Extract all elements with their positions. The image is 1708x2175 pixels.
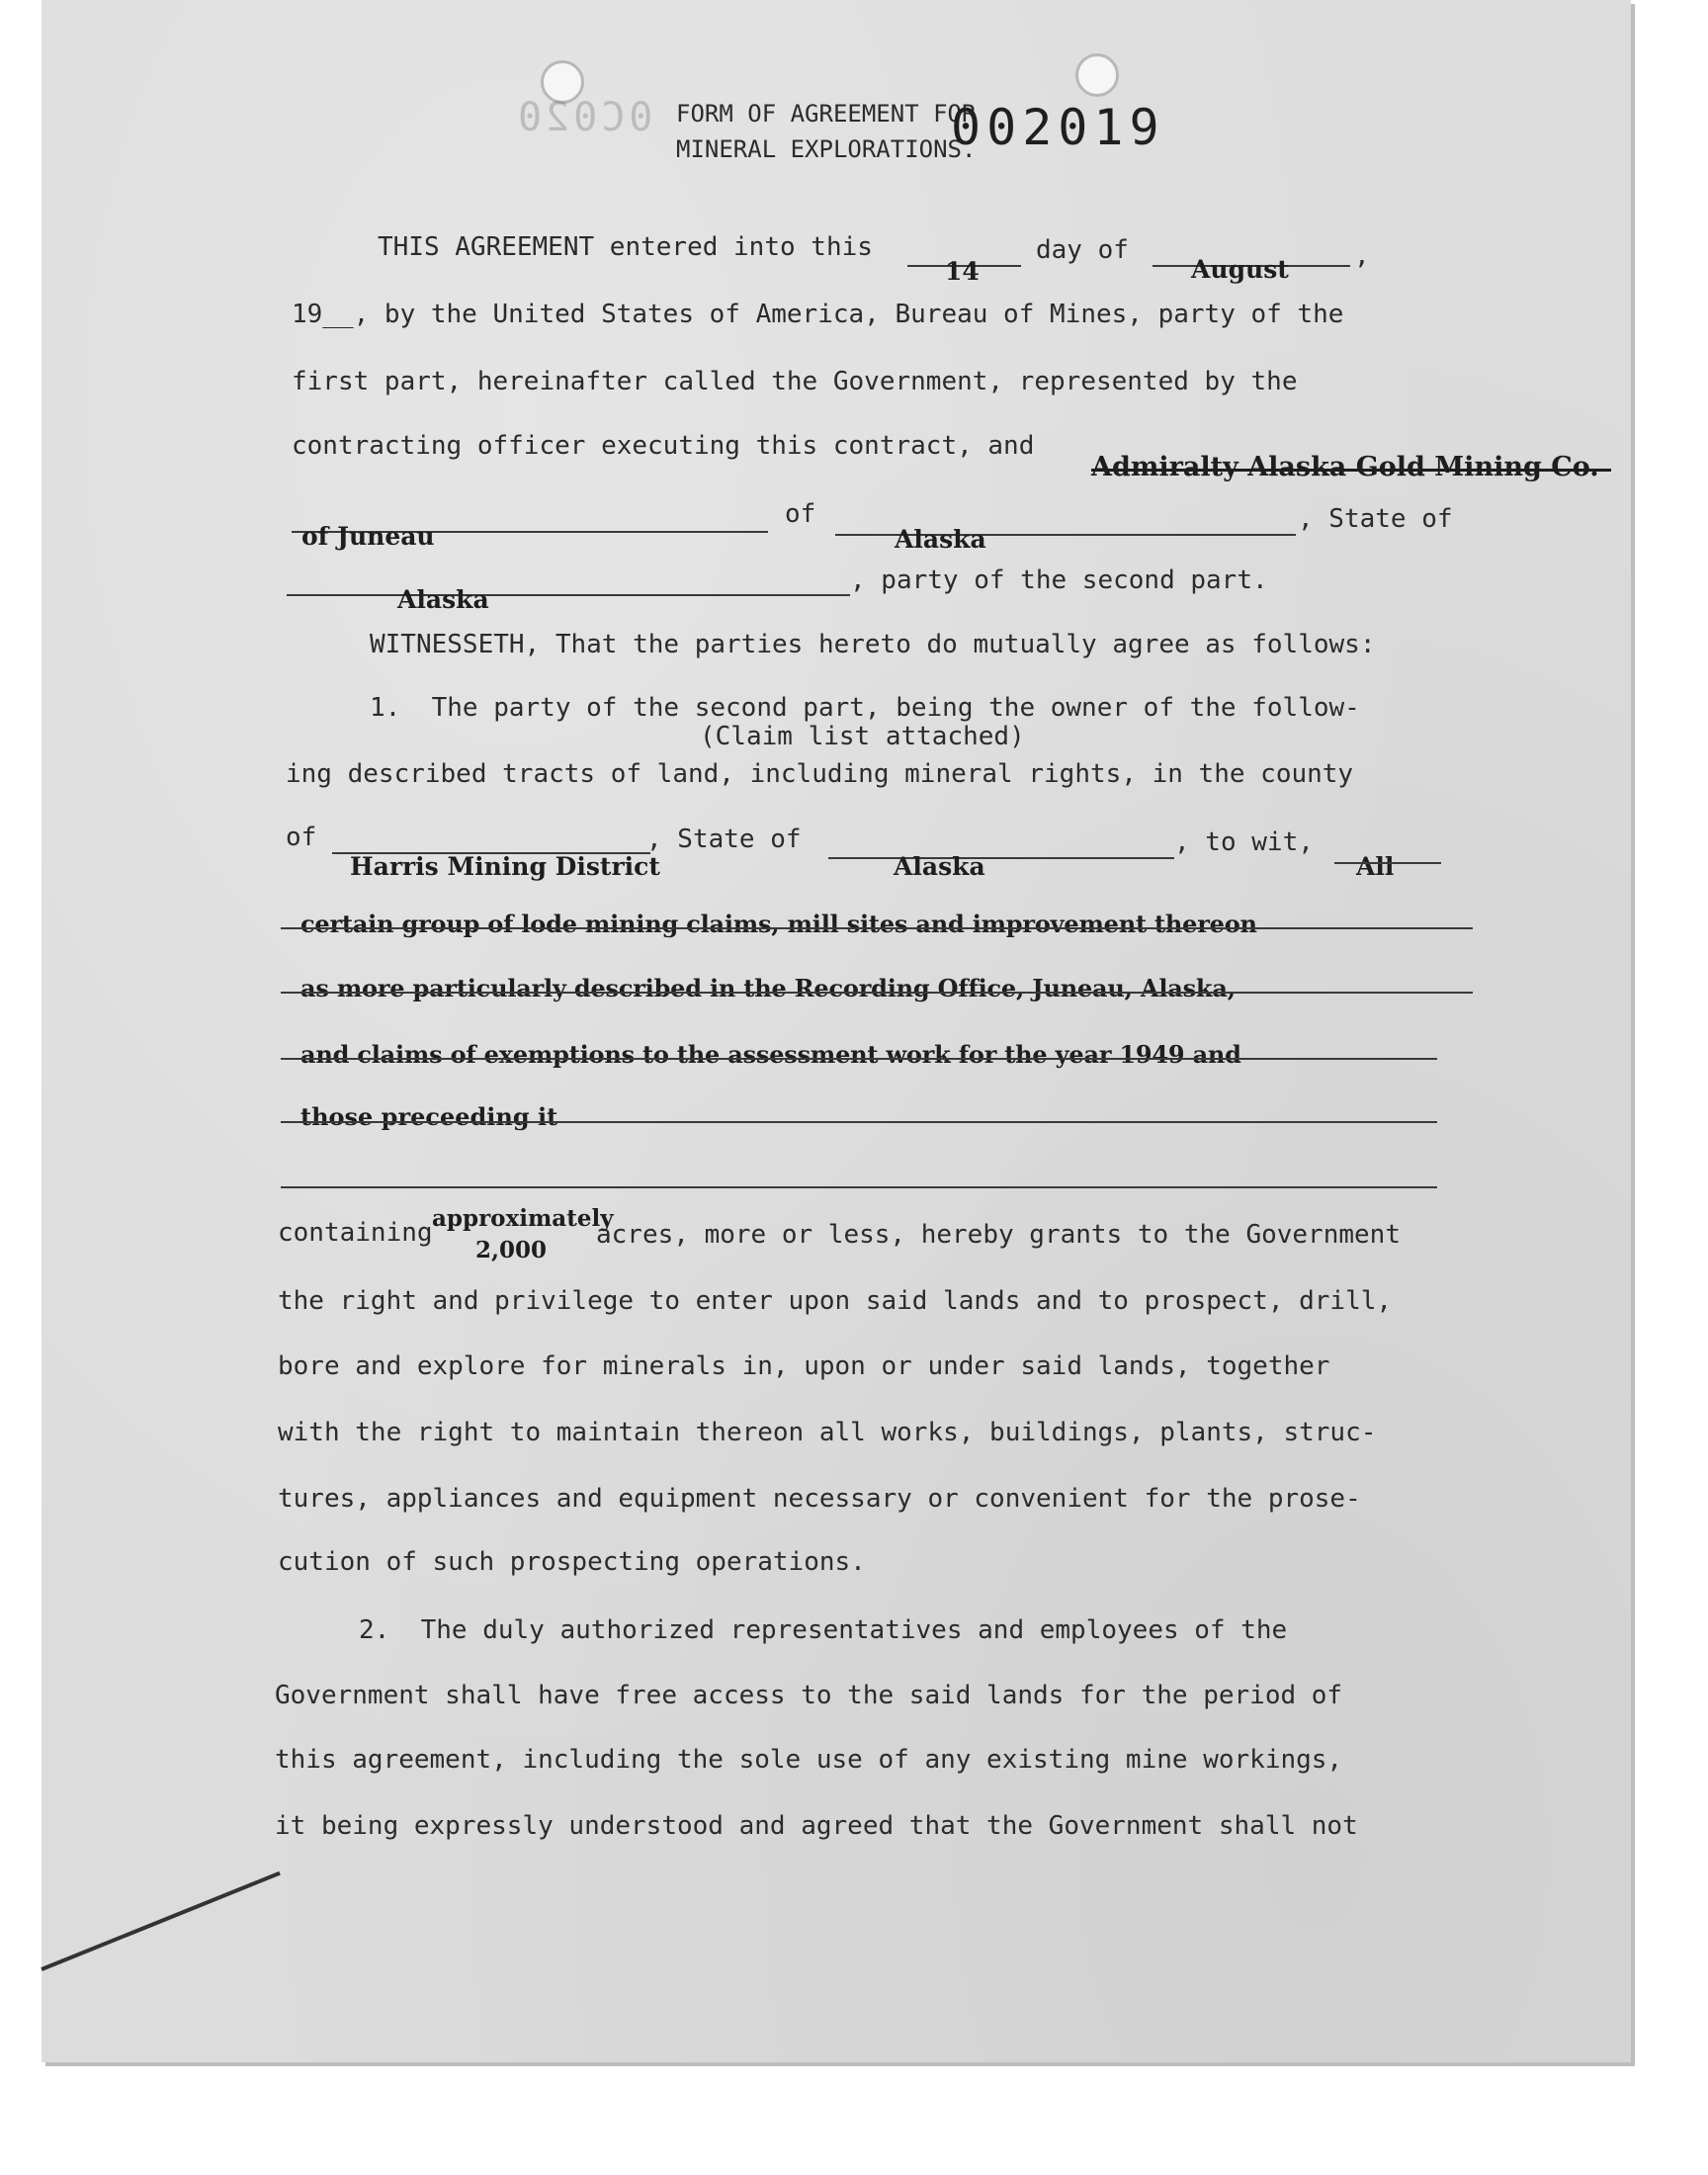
punch-hole-right [1075, 53, 1119, 97]
intro-line1-b: day of [1036, 235, 1129, 265]
acres-number: 2,000 [475, 1237, 548, 1263]
state2-value: Alaska [894, 852, 985, 881]
state-value: Alaska [397, 585, 489, 614]
section1-para-line4: bore and explore for minerals in, upon or under said lands, together [278, 1351, 1330, 1381]
section1-para-line5: with the right to maintain thereon all works, buildings, plants, struc- [278, 1418, 1377, 1447]
intro-line2: 19__, by the United States of America, Bureau of Mines, party of the [292, 300, 1344, 329]
section1-line2: ing described tracts of land, including mineral rights, in the county [286, 759, 1354, 789]
section1-para-line7: cution of such prospecting operations. [278, 1547, 866, 1577]
description-line1: certain group of lode mining claims, mill sites and improvement thereon [300, 910, 1257, 938]
section2-line1: 2. The duly authorized representatives and employees of the [359, 1615, 1288, 1645]
section2-line2: Government shall have free access to the said lands for the period of [275, 1681, 1343, 1710]
description-line3: and claims of exemptions to the assessment work for the year 1949 and [300, 1040, 1241, 1069]
stamp-number: 002019 [951, 99, 1165, 156]
intro-line4-a: contracting officer executing this contract, and [292, 431, 1035, 461]
intro-line1-a: THIS AGREEMENT entered into this [378, 232, 873, 262]
state2-blank-line [828, 857, 1174, 859]
intro-line3: first part, hereinafter called the Government, represented by the [292, 367, 1298, 396]
county-value: Harris Mining District [350, 852, 660, 881]
description-rule2 [281, 992, 1473, 994]
description-rule4 [281, 1121, 1437, 1123]
description-line2: as more particularly described in the Recording Office, Juneau, Alaska, [300, 974, 1236, 1002]
intro-line6-rest: , party of the second part. [850, 566, 1268, 595]
witnesseth-line: WITNESSETH, That the parties hereto do mutually agree as follows: [370, 630, 1376, 659]
pen-mark [41, 1871, 281, 1971]
place-value: Alaska [895, 525, 986, 554]
city-value: of Juneau [301, 522, 435, 551]
section1-line1: 1. The party of the second part, being the owner of the follow- [370, 693, 1360, 723]
section1-para-line3: the right and privilege to enter upon said lands and to prospect, drill, [278, 1286, 1393, 1316]
section1-line3-of: of [286, 823, 317, 852]
form-title-line2: MINERAL EXPLORATIONS. [676, 135, 977, 163]
section2-line3: this agreement, including the sole use of any existing mine workings, [275, 1745, 1343, 1775]
all-blank-line [1334, 862, 1441, 864]
description-rule5 [281, 1186, 1437, 1188]
form-title-line1: FORM OF AGREEMENT FOR [676, 100, 977, 128]
section1-para-line2: acres, more or less, hereby grants to the Government [596, 1220, 1401, 1250]
section1-line3-towit: , to wit, [1174, 827, 1314, 857]
description-rule3 [281, 1058, 1437, 1060]
description-line4: those preceeding it [300, 1102, 558, 1131]
claim-list-insert: (Claim list attached) [700, 722, 1025, 751]
state-blank-line [287, 594, 850, 596]
description-rule1 [281, 927, 1473, 929]
company-strike [1091, 469, 1611, 472]
intro-line5-state: , State of [1298, 504, 1453, 534]
intro-line5-of: of [785, 499, 816, 529]
containing-label: containing [278, 1218, 433, 1248]
intro-line1-comma: , [1354, 241, 1370, 271]
approximately-value: approximately [432, 1205, 614, 1232]
month-value: August [1191, 255, 1289, 284]
section1-para-line6: tures, appliances and equipment necessary or convenient for the prose- [278, 1484, 1361, 1514]
all-value: All [1356, 852, 1395, 881]
section1-line3-state: , State of [646, 825, 802, 854]
company-name: Admiralty Alaska Gold Mining Co. [1091, 452, 1599, 482]
section2-line4: it being expressly understood and agreed that the Government shall not [275, 1811, 1358, 1841]
day-value: 14 [945, 257, 980, 286]
bleed-through-number: 0C020 [514, 95, 653, 140]
